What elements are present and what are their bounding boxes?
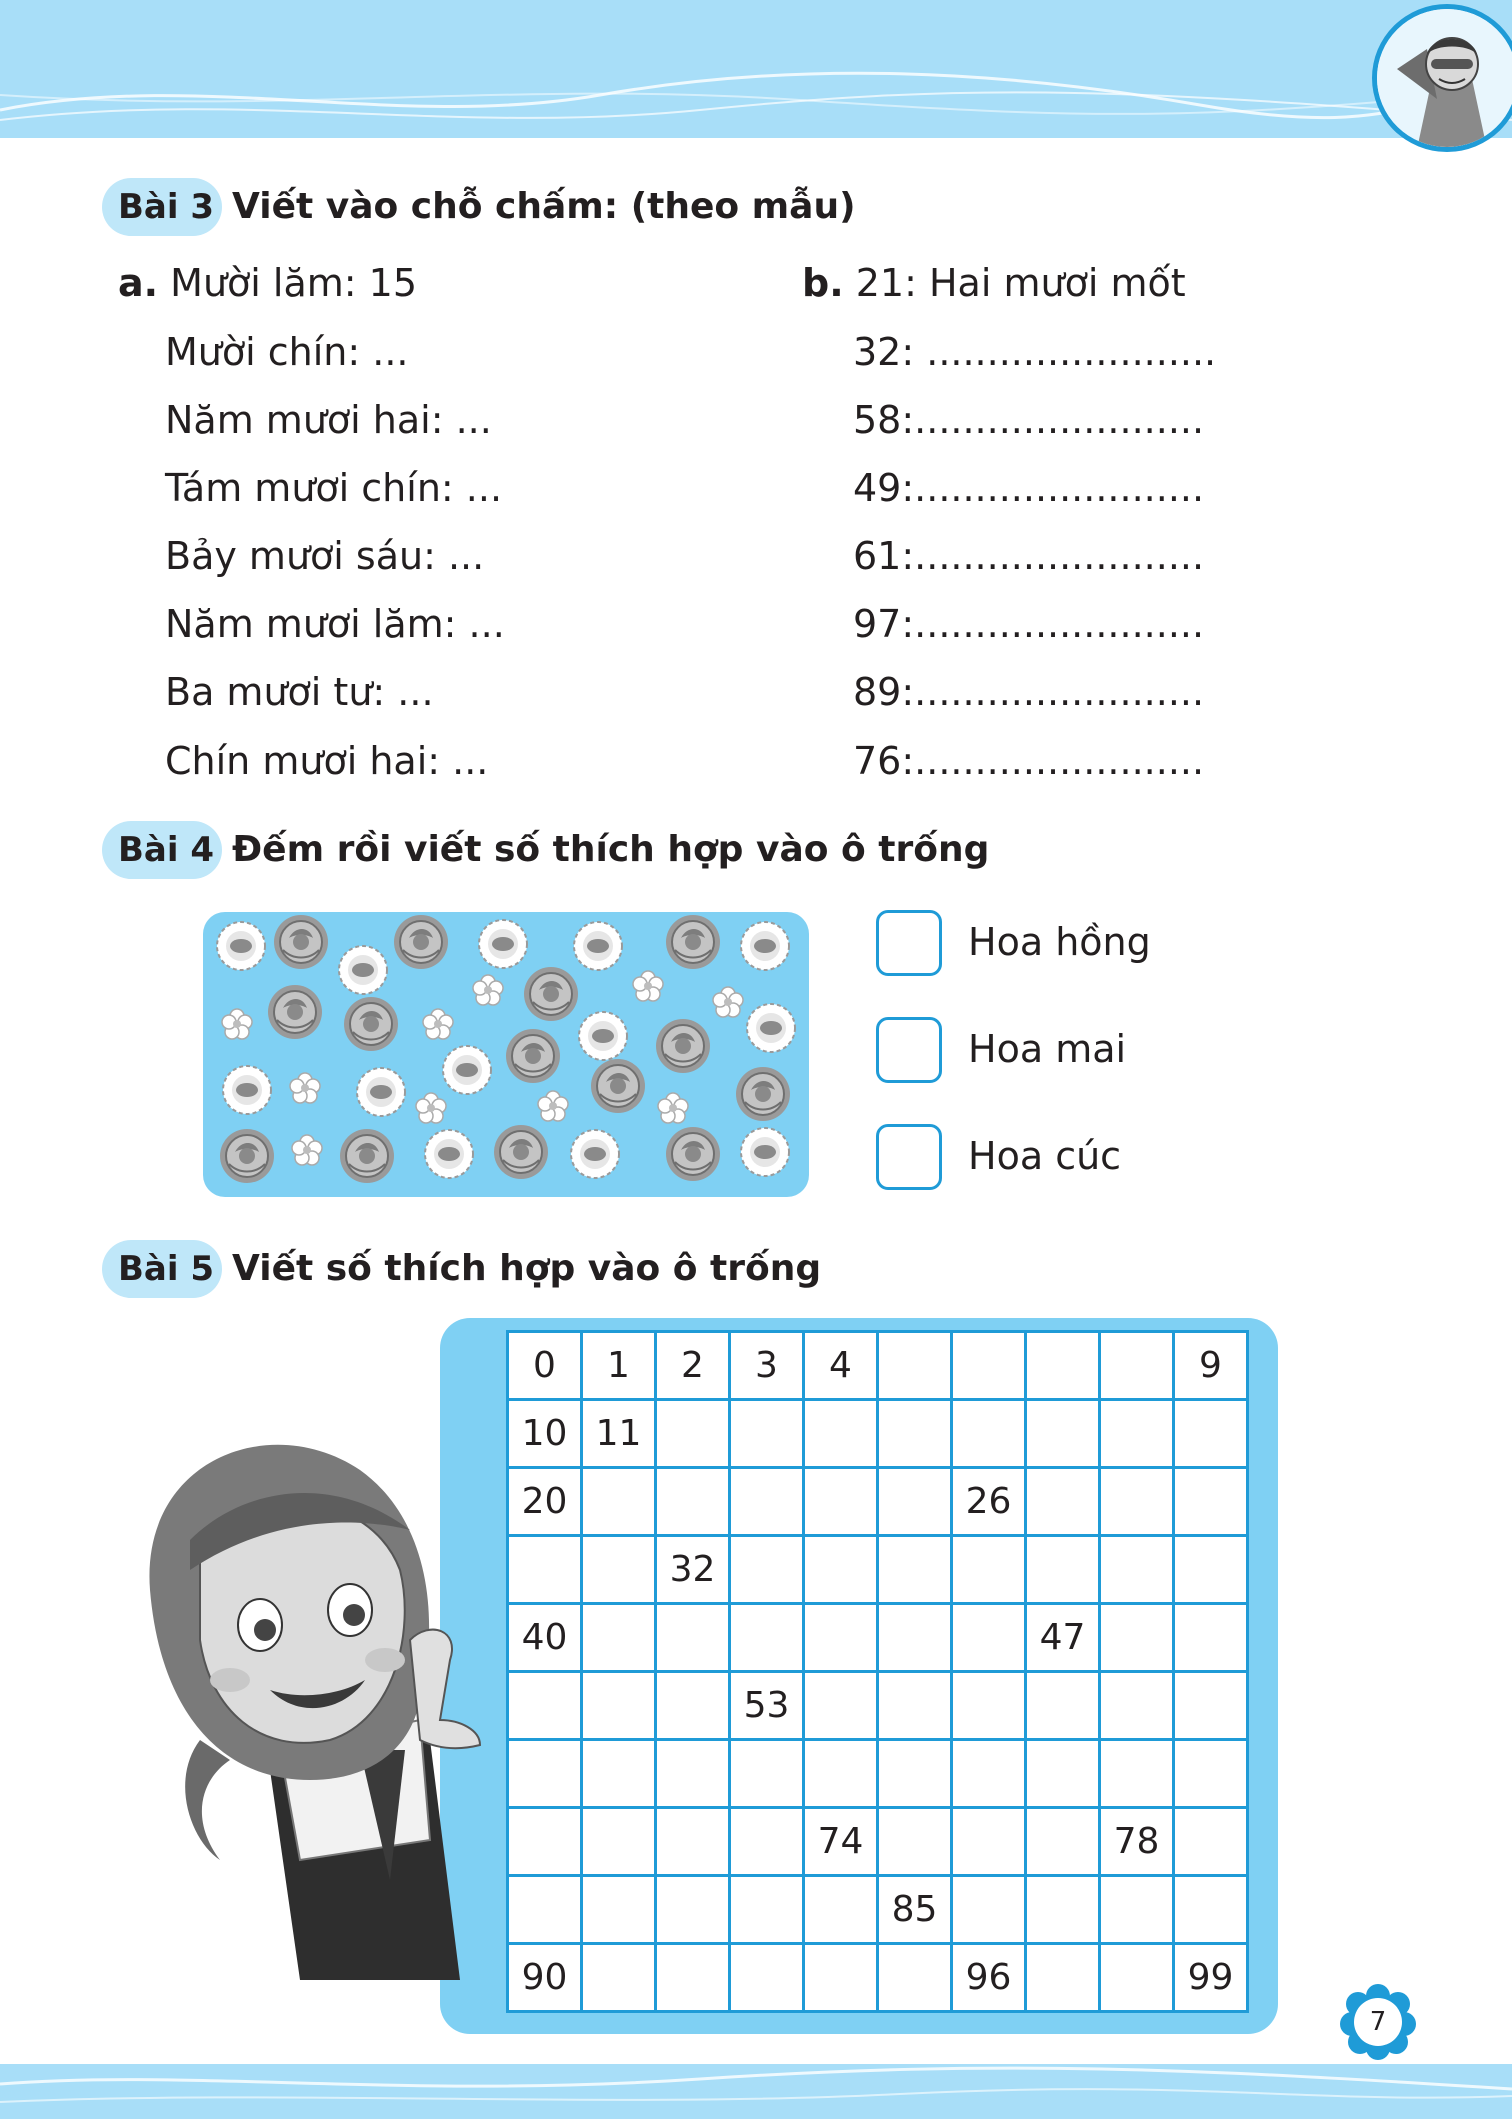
grid-cell[interactable] (656, 1672, 730, 1740)
grid-cell[interactable] (1026, 1876, 1100, 1944)
grid-cell[interactable] (878, 1332, 952, 1400)
header-band (0, 0, 1512, 138)
grid-cell: 11 (582, 1400, 656, 1468)
bai3-a-item: Mười chín: ... (165, 330, 409, 374)
label-hoa-mai: Hoa mai (968, 1027, 1127, 1071)
grid-cell[interactable] (582, 1536, 656, 1604)
grid-cell[interactable] (1174, 1468, 1248, 1536)
grid-cell[interactable] (952, 1672, 1026, 1740)
grid-cell[interactable] (804, 1604, 878, 1672)
grid-cell[interactable] (952, 1604, 1026, 1672)
grid-cell[interactable] (508, 1740, 582, 1808)
bai3-a-item: Tám mươi chín: ... (165, 466, 503, 510)
grid-cell[interactable] (1100, 1604, 1174, 1672)
grid-cell: 26 (952, 1468, 1026, 1536)
wave-decoration (0, 0, 1512, 138)
grid-cell[interactable] (656, 1468, 730, 1536)
bai3-a-item: Chín mươi hai: ... (165, 739, 489, 783)
grid-cell[interactable] (1100, 1672, 1174, 1740)
grid-row (508, 1808, 1248, 1876)
grid-cell: 96 (952, 1944, 1026, 2012)
grid-cell: 99 (1174, 1944, 1248, 2012)
grid-cell[interactable] (1174, 1672, 1248, 1740)
grid-cell[interactable] (1174, 1808, 1248, 1876)
grid-cell[interactable] (804, 1400, 878, 1468)
label-hoa-hong: Hoa hồng (968, 920, 1151, 964)
grid-cell[interactable] (582, 1604, 656, 1672)
page-number-badge (1340, 1984, 1416, 2060)
grid-cell: 53 (730, 1672, 804, 1740)
grid-cell[interactable] (508, 1808, 582, 1876)
grid-cell[interactable] (730, 1468, 804, 1536)
grid-cell[interactable] (1026, 1468, 1100, 1536)
grid-cell: 40 (508, 1604, 582, 1672)
grid-cell: 78 (1100, 1808, 1174, 1876)
grid-cell[interactable] (1100, 1876, 1174, 1944)
grid-cell: 74 (804, 1808, 878, 1876)
grid-cell: 20 (508, 1468, 582, 1536)
bai4-label: Bài 4 (118, 830, 215, 870)
grid-cell[interactable] (1100, 1468, 1174, 1536)
grid-cell[interactable] (1026, 1944, 1100, 2012)
grid-cell[interactable] (1026, 1400, 1100, 1468)
grid-cell[interactable] (1174, 1740, 1248, 1808)
bai3-a-item: Bảy mươi sáu: ... (165, 534, 485, 578)
grid-cell[interactable] (1100, 1400, 1174, 1468)
grid-cell[interactable] (656, 1740, 730, 1808)
bai3-b-marker: b. (802, 261, 844, 305)
grid-cell: 85 (878, 1876, 952, 1944)
grid-cell[interactable] (952, 1332, 1026, 1400)
grid-cell: 1 (582, 1332, 656, 1400)
grid-cell[interactable] (582, 1944, 656, 2012)
grid-cell[interactable] (730, 1740, 804, 1808)
grid-row (508, 1332, 1248, 1400)
grid-cell[interactable] (656, 1944, 730, 2012)
grid-cell[interactable] (582, 1468, 656, 1536)
bai3-b-item: 58:........................ (853, 398, 1205, 442)
grid-cell[interactable] (730, 1604, 804, 1672)
bai3-a-example: Mười lăm: 15 (170, 261, 418, 305)
grid-cell[interactable] (952, 1808, 1026, 1876)
grid-cell[interactable] (1174, 1604, 1248, 1672)
grid-cell[interactable] (878, 1468, 952, 1536)
bai3-title: Viết vào chỗ chấm: (theo mẫu) (232, 186, 856, 227)
grid-cell[interactable] (656, 1400, 730, 1468)
grid-cell[interactable] (952, 1740, 1026, 1808)
grid-cell: 2 (656, 1332, 730, 1400)
grid-cell[interactable] (804, 1536, 878, 1604)
grid-row (508, 1468, 1248, 1536)
bai3-b-item: 49:........................ (853, 466, 1205, 510)
bai3-b-item: 76:........................ (853, 739, 1205, 783)
grid-cell[interactable] (1026, 1740, 1100, 1808)
grid-cell[interactable] (656, 1604, 730, 1672)
bai3-a-item: Ba mươi tư: ... (165, 670, 434, 714)
grid-cell: 4 (804, 1332, 878, 1400)
footer-band (0, 2064, 1512, 2119)
grid-cell[interactable] (730, 1808, 804, 1876)
grid-cell[interactable] (878, 1944, 952, 2012)
grid-cell[interactable] (1100, 1740, 1174, 1808)
grid-cell[interactable] (878, 1672, 952, 1740)
bai3-label: Bài 3 (118, 187, 215, 227)
answer-box-hoa-mai[interactable] (876, 1017, 942, 1083)
grid-cell[interactable] (952, 1536, 1026, 1604)
grid-cell[interactable] (582, 1876, 656, 1944)
grid-cell[interactable] (582, 1808, 656, 1876)
grid-cell[interactable] (804, 1740, 878, 1808)
grid-cell[interactable] (1174, 1400, 1248, 1468)
grid-row (508, 1400, 1248, 1468)
grid-cell[interactable] (730, 1400, 804, 1468)
bai3-b-example: 21: Hai mươi mốt (855, 261, 1186, 305)
grid-cell[interactable] (1174, 1536, 1248, 1604)
bai5-label: Bài 5 (118, 1249, 215, 1289)
grid-cell[interactable] (878, 1604, 952, 1672)
grid-cell[interactable] (952, 1400, 1026, 1468)
grid-cell[interactable] (730, 1876, 804, 1944)
grid-cell[interactable] (804, 1944, 878, 2012)
grid-cell[interactable] (1100, 1332, 1174, 1400)
bai3-b-item: 32: ........................ (853, 330, 1217, 374)
grid-cell[interactable] (804, 1468, 878, 1536)
grid-cell: 32 (656, 1536, 730, 1604)
grid-cell[interactable] (878, 1740, 952, 1808)
grid-row (508, 1536, 1248, 1604)
grid-cell[interactable] (878, 1400, 952, 1468)
bai3-b-item: 97:........................ (853, 602, 1205, 646)
answer-box-hoa-cuc[interactable] (876, 1124, 942, 1190)
girl-illustration (130, 1420, 510, 1980)
grid-cell[interactable] (656, 1808, 730, 1876)
grid-cell: 9 (1174, 1332, 1248, 1400)
grid-cell[interactable] (1100, 1944, 1174, 2012)
answer-box-hoa-hong[interactable] (876, 910, 942, 976)
grid-cell: 3 (730, 1332, 804, 1400)
grid-cell: 90 (508, 1944, 582, 2012)
grid-row (508, 1740, 1248, 1808)
grid-cell[interactable] (582, 1672, 656, 1740)
wave-decoration-bottom (0, 2064, 1512, 2119)
bai3-a-item: Năm mươi hai: ... (165, 398, 492, 442)
bai3-b-item: 61:........................ (853, 534, 1205, 578)
grid-row (508, 1672, 1248, 1740)
flower-picture (203, 912, 809, 1197)
grid-cell[interactable] (1100, 1536, 1174, 1604)
grid-cell[interactable] (508, 1536, 582, 1604)
bai3-a-example-row (118, 259, 417, 307)
grid-cell: 47 (1026, 1604, 1100, 1672)
grid-cell: 0 (508, 1332, 582, 1400)
bai5-title: Viết số thích hợp vào ô trống (232, 1248, 822, 1289)
grid-row (508, 1944, 1248, 2012)
grid-cell[interactable] (952, 1876, 1026, 1944)
bai3-a-marker: a. (118, 261, 159, 305)
grid-cell[interactable] (582, 1740, 656, 1808)
bai3-b-example-row (802, 259, 1186, 307)
grid-cell[interactable] (804, 1672, 878, 1740)
flowers-illustration (203, 912, 809, 1197)
grid-cell: 10 (508, 1400, 582, 1468)
grid-cell[interactable] (804, 1876, 878, 1944)
grid-cell[interactable] (878, 1536, 952, 1604)
bai3-a-item: Năm mươi lăm: ... (165, 602, 505, 646)
label-hoa-cuc: Hoa cúc (968, 1134, 1122, 1178)
grid-cell[interactable] (656, 1876, 730, 1944)
grid-cell[interactable] (1026, 1332, 1100, 1400)
grid-row (508, 1876, 1248, 1944)
grid-cell[interactable] (508, 1672, 582, 1740)
grid-row (508, 1604, 1248, 1672)
grid-cell[interactable] (1026, 1536, 1100, 1604)
grid-cell[interactable] (730, 1944, 804, 2012)
grid-cell[interactable] (508, 1876, 582, 1944)
number-grid (506, 1330, 1249, 2013)
grid-cell[interactable] (1026, 1672, 1100, 1740)
grid-cell[interactable] (730, 1536, 804, 1604)
grid-cell[interactable] (1174, 1876, 1248, 1944)
grid-cell[interactable] (1026, 1808, 1100, 1876)
hero-avatar (1372, 4, 1512, 152)
page-number: 7 (1369, 2007, 1387, 2037)
bai4-title: Đếm rồi viết số thích hợp vào ô trống (232, 829, 990, 870)
grid-cell[interactable] (878, 1808, 952, 1876)
bai3-b-item: 89:........................ (853, 670, 1205, 714)
